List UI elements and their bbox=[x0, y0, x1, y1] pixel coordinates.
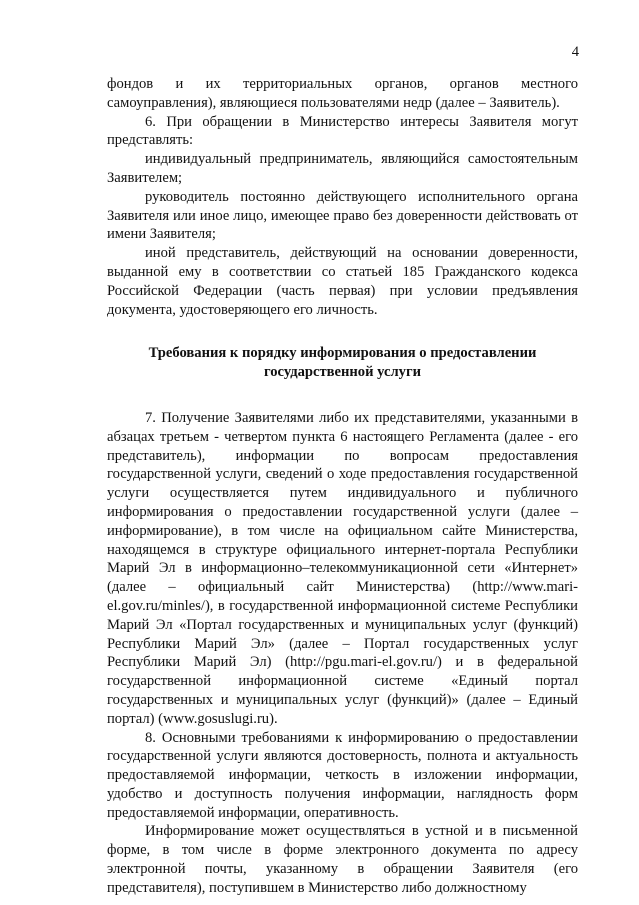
paragraph-head: руководитель постоянно действующего исполнительного органа Заявителя или иное лицо, имеющее право без доверенности действовать от имени Заявителя; bbox=[107, 188, 578, 243]
paragraph-other-representative: иной представитель, действующий на основании доверенности, выданной ему в соответствии со статьей 185 Гражданского кодекса Российской Федерации (часть первая) при условии предъявления документа, удостоверяющего его личность. bbox=[107, 245, 578, 318]
document-body bbox=[107, 75, 578, 898]
section-heading bbox=[107, 344, 578, 382]
section-heading-line-1: Требования к порядку информирования о предоставлении bbox=[148, 345, 537, 362]
paragraph-informing-forms: Информирование может осуществляться в устной и в письменной форме, в том числе в форме электронного документа по адресу электронной почты, указанному в обращении Заявителя (его представителя), поступившем в Министерство либо должностному bbox=[107, 823, 578, 896]
paragraph-continuation: фондов и их территориальных органов, органов местного самоуправления), являющиеся пользователями недр (далее – Заявитель). bbox=[107, 76, 578, 111]
paragraph-item-6: 6. При обращении в Министерство интересы Заявителя могут представлять: bbox=[107, 113, 578, 149]
paragraph-entrepreneur: индивидуальный предприниматель, являющийся самостоятельным Заявителем; bbox=[107, 151, 578, 186]
section-heading-line-2: государственной услуги bbox=[263, 364, 422, 381]
page-number: 4 bbox=[571, 44, 579, 60]
paragraph-item-7: 7. Получение Заявителями либо их представителями, указанными в абзацах третьем - четвертом пункта 6 настоящего Регламента (далее - его представитель), информации по вопросам предоставления государственной услуги, сведений о ходе предоставления государственной услуги осуществляется путем индивидуального и публичного информирования о предоставлении государственной услуги (далее – информирование), в том числе на официальном сайте Министерства, находящемся в структуре официального интернет-портала Республики Марий Эл в информационно–телекоммуникационной сети «Интернет» (далее – официальный сайт Министерства) (http://www.mari-el.gov.ru/minles/), в государственной информационной системе Республики Марий Эл «Портал государственных и муниципальных услуг (функций) Республики Марий Эл» (далее – Портал государственных услуг Республики Марий Эл) (http://pgu.mari-el.gov.ru/) и в федеральной государственной информационной системе «Единый портал государственных и муниципальных услуг (функций)» (далее – Единый портал) (www.gosuslugi.ru). bbox=[107, 409, 578, 727]
paragraph-item-8: 8. Основными требованиями к информированию о предоставлении государственной услуги являются достоверность, полнота и актуальность предоставляемой информации, четкость в изложении информации, удобство и доступность получения информации, наглядность форм предоставляемой информации, оперативность. bbox=[107, 729, 578, 821]
